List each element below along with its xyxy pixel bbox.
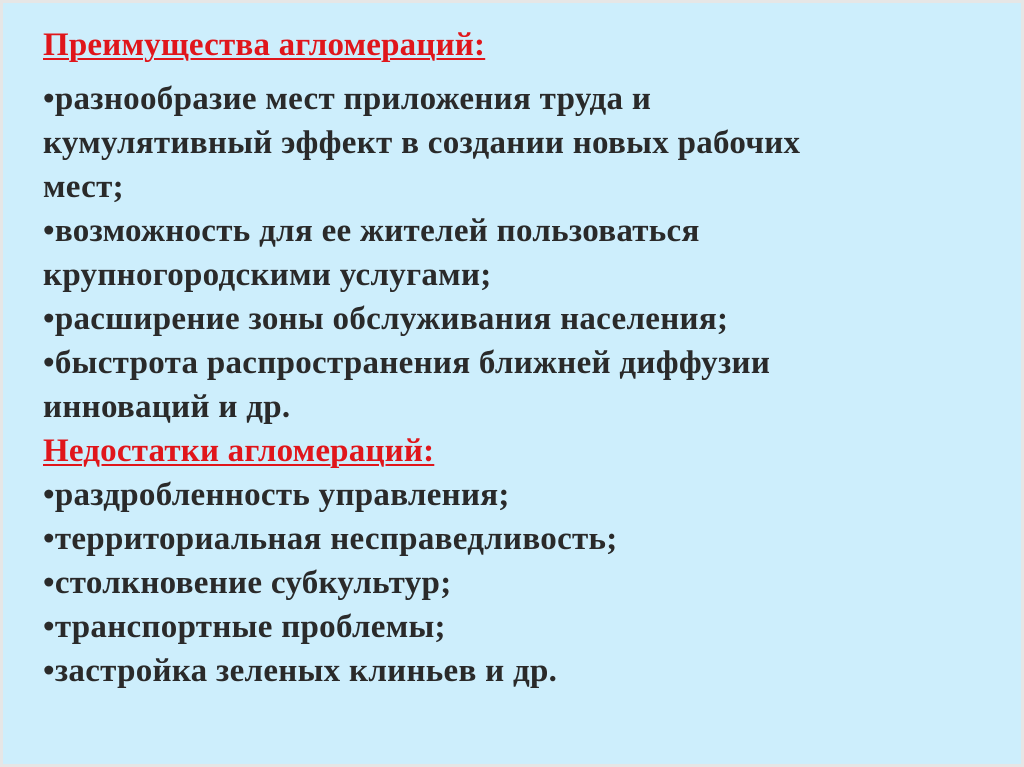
disadvantages-list bbox=[43, 473, 993, 693]
advantages-line: инноваций и др. bbox=[43, 389, 291, 425]
disadvantages-line: •территориальная несправедливость; bbox=[43, 521, 618, 557]
advantages-line: •расширение зоны обслуживания населения; bbox=[43, 301, 729, 337]
slide-content bbox=[43, 23, 993, 693]
disadvantages-line: •столкновение субкультур; bbox=[43, 565, 452, 601]
disadvantages-line: •застройка зеленых клиньев и др. bbox=[43, 653, 558, 689]
advantages-heading: Преимущества агломераций: bbox=[43, 27, 486, 63]
disadvantages-line: •раздробленность управления; bbox=[43, 477, 510, 513]
advantages-line: •возможность для ее жителей пользоваться bbox=[43, 213, 700, 249]
advantages-line: кумулятивный эффект в создании новых рабочих bbox=[43, 125, 801, 161]
advantages-line: •быстрота распространения ближней диффузии bbox=[43, 345, 771, 381]
disadvantages-heading: Недостатки агломераций: bbox=[43, 433, 435, 469]
advantages-line: мест; bbox=[43, 169, 124, 205]
disadvantages-line: •транспортные проблемы; bbox=[43, 609, 446, 645]
advantages-list bbox=[43, 77, 993, 429]
advantages-line: •разнообразие мест приложения труда и bbox=[43, 81, 652, 117]
advantages-line: крупногородскими услугами; bbox=[43, 257, 492, 293]
